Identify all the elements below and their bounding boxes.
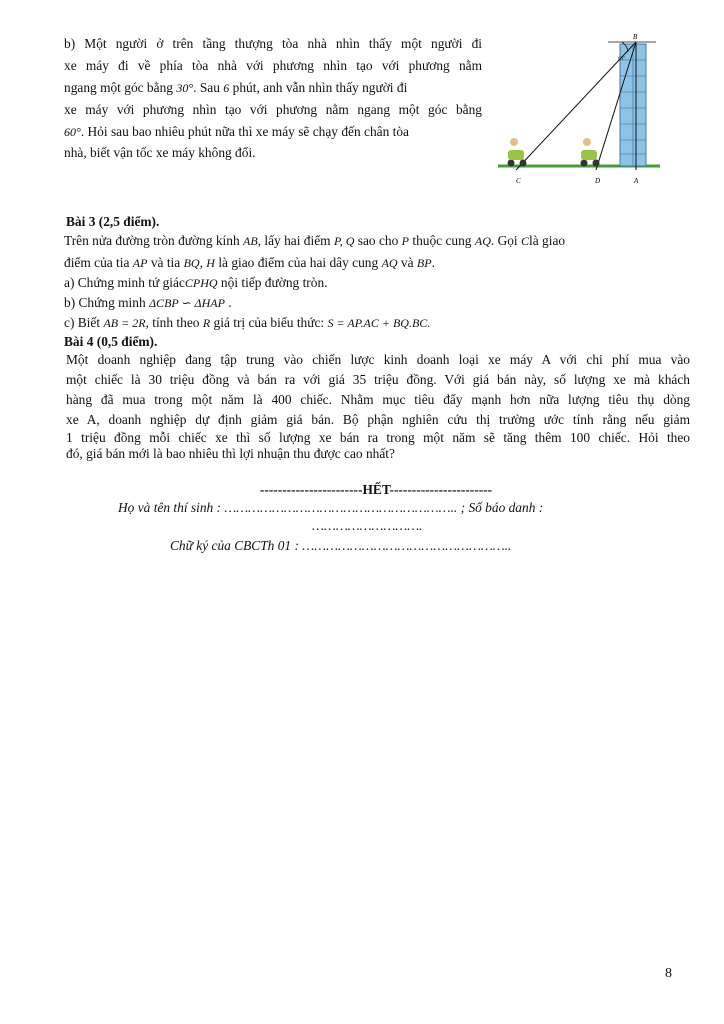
bai3-line2 bbox=[64, 255, 435, 271]
bai4-line4: xe A, doanh nghiệp dự định giảm giá bán. Bộ phận nghiên cứu thị trường ước tính rằng nếu giảm bbox=[66, 412, 690, 427]
text-segment: là giao bbox=[529, 233, 566, 248]
math-h: H bbox=[206, 256, 215, 270]
text-segment: phút, anh vẫn nhìn thấy người đi bbox=[232, 80, 408, 95]
math-expression: S = AP.AC + BQ.BC. bbox=[327, 316, 431, 330]
prob-b-line2: xe máy đi về phía tòa nhà với phương nhìn tạo với phương nằm bbox=[64, 58, 482, 73]
math-ab-2r: AB = 2R bbox=[103, 316, 146, 330]
math-ab: AB bbox=[243, 234, 258, 248]
math-aq: AQ bbox=[381, 256, 398, 270]
label-a: A bbox=[634, 177, 639, 185]
page-number: 8 bbox=[665, 966, 672, 981]
prob-b-line1: b) Một người ở trên tầng thượng tòa nhà nhìn thấy một người đi bbox=[64, 36, 482, 51]
prob-b-line4: xe máy với phương nhìn tạo với phương nằm ngang một góc bằng bbox=[64, 102, 482, 117]
bai3-question-c bbox=[64, 315, 430, 331]
bai3-question-b bbox=[64, 295, 232, 311]
text-segment: c) Biết bbox=[64, 315, 101, 330]
text-segment: a) Chứng minh tứ giác bbox=[64, 275, 185, 290]
bai4-heading: Bài 4 (0,5 điểm). bbox=[64, 334, 158, 349]
math-c: C bbox=[521, 234, 530, 248]
text-segment: . bbox=[431, 255, 435, 270]
prob-b-line6: nhà, biết vận tốc xe máy không đổi. bbox=[64, 145, 256, 160]
math-p: P bbox=[401, 234, 410, 248]
angle-60: 60° bbox=[64, 125, 81, 139]
angle-30: 30° bbox=[176, 81, 194, 95]
label-b: B bbox=[633, 33, 638, 41]
building-figure bbox=[496, 30, 662, 190]
text-segment: . Gọi bbox=[490, 233, 518, 248]
minutes-value: 6 bbox=[223, 81, 230, 95]
text-segment: là giao điểm của hai dây cung bbox=[218, 255, 379, 270]
text-segment: thuộc cung bbox=[412, 233, 472, 248]
prob-b-line3 bbox=[64, 80, 407, 96]
text-segment: giá trị của biểu thức: bbox=[213, 315, 325, 330]
label-c: C bbox=[516, 177, 521, 185]
bai4-line6: đó, giá bán mới là bao nhiêu thì lợi nhuận thu được cao nhất? bbox=[66, 446, 395, 461]
prob-b-line5 bbox=[64, 124, 409, 140]
math-cphq: CPHQ bbox=[184, 276, 218, 290]
math-bp: BP bbox=[416, 256, 432, 270]
angle-mark-label: 60° bbox=[618, 57, 625, 62]
supervisor-signature-line: Chữ ký của CBCTh 01 : …………………………………………….. bbox=[170, 538, 512, 553]
bai4-line1: Một doanh nghiệp đang tập trung vào chiến lược kinh doanh loại xe máy A với chi phí mua vào bbox=[66, 352, 690, 367]
math-similar: ΔCBP ∽ ΔHAP bbox=[149, 296, 225, 310]
text-segment: , lấy hai điểm bbox=[257, 233, 331, 248]
text-segment: . bbox=[228, 295, 232, 310]
bai4-line3: hàng đã mua trong một năm là 400 chiếc. Nhằm mục tiêu đẩy mạnh hơn nữa lượng tiêu thụ dòng bbox=[66, 392, 690, 407]
math-ap: AP bbox=[132, 256, 148, 270]
text-segment: và bbox=[400, 255, 414, 270]
candidate-name-line: Họ và tên thí sinh : ………………………………………………….. ; Số báo danh : bbox=[118, 500, 544, 515]
text-segment: . Hỏi sau bao nhiêu phút nữa thì xe máy sẽ chạy đến chân tòa bbox=[80, 124, 409, 139]
text-segment: và tia bbox=[150, 255, 181, 270]
math-pq: P, Q bbox=[333, 234, 355, 248]
bai4-line2: một chiếc là 30 triệu đồng và bán ra với giá 35 triệu đồng. Với giá bán này, số lượng xe mà khách bbox=[66, 372, 690, 387]
text-segment: điểm của tia bbox=[64, 255, 130, 270]
bai3-heading: Bài 3 (2,5 điểm). bbox=[66, 214, 160, 229]
motorbike-c bbox=[508, 138, 527, 167]
math-bq: BQ bbox=[183, 256, 200, 270]
text-segment: ngang một góc bằng bbox=[64, 80, 173, 95]
end-marker: -----------------------HẾT----------------------- bbox=[259, 482, 493, 497]
motorbike-d bbox=[581, 138, 600, 167]
bai4-line5: 1 triệu đồng mỗi chiếc xe thì số lượng xe bán ra trong một năm sẽ tăng thêm 100 chiếc. Hỏi theo bbox=[66, 430, 690, 445]
text-segment: sao cho bbox=[357, 233, 399, 248]
bai3-question-a bbox=[64, 275, 328, 291]
bai3-line1 bbox=[64, 233, 565, 249]
text-segment: , tính theo bbox=[145, 315, 200, 330]
text-segment: , bbox=[199, 255, 203, 270]
text-segment: Trên nửa đường tròn đường kính bbox=[64, 233, 240, 248]
math-aq: AQ bbox=[474, 234, 491, 248]
text-segment: b) Chứng minh bbox=[64, 295, 146, 310]
label-d: D bbox=[595, 177, 601, 185]
text-segment: . Sau bbox=[193, 80, 220, 95]
text-segment: nội tiếp đường tròn. bbox=[220, 275, 328, 290]
candidate-number-dots: ………………………. bbox=[312, 518, 423, 533]
math-r: R bbox=[202, 316, 211, 330]
